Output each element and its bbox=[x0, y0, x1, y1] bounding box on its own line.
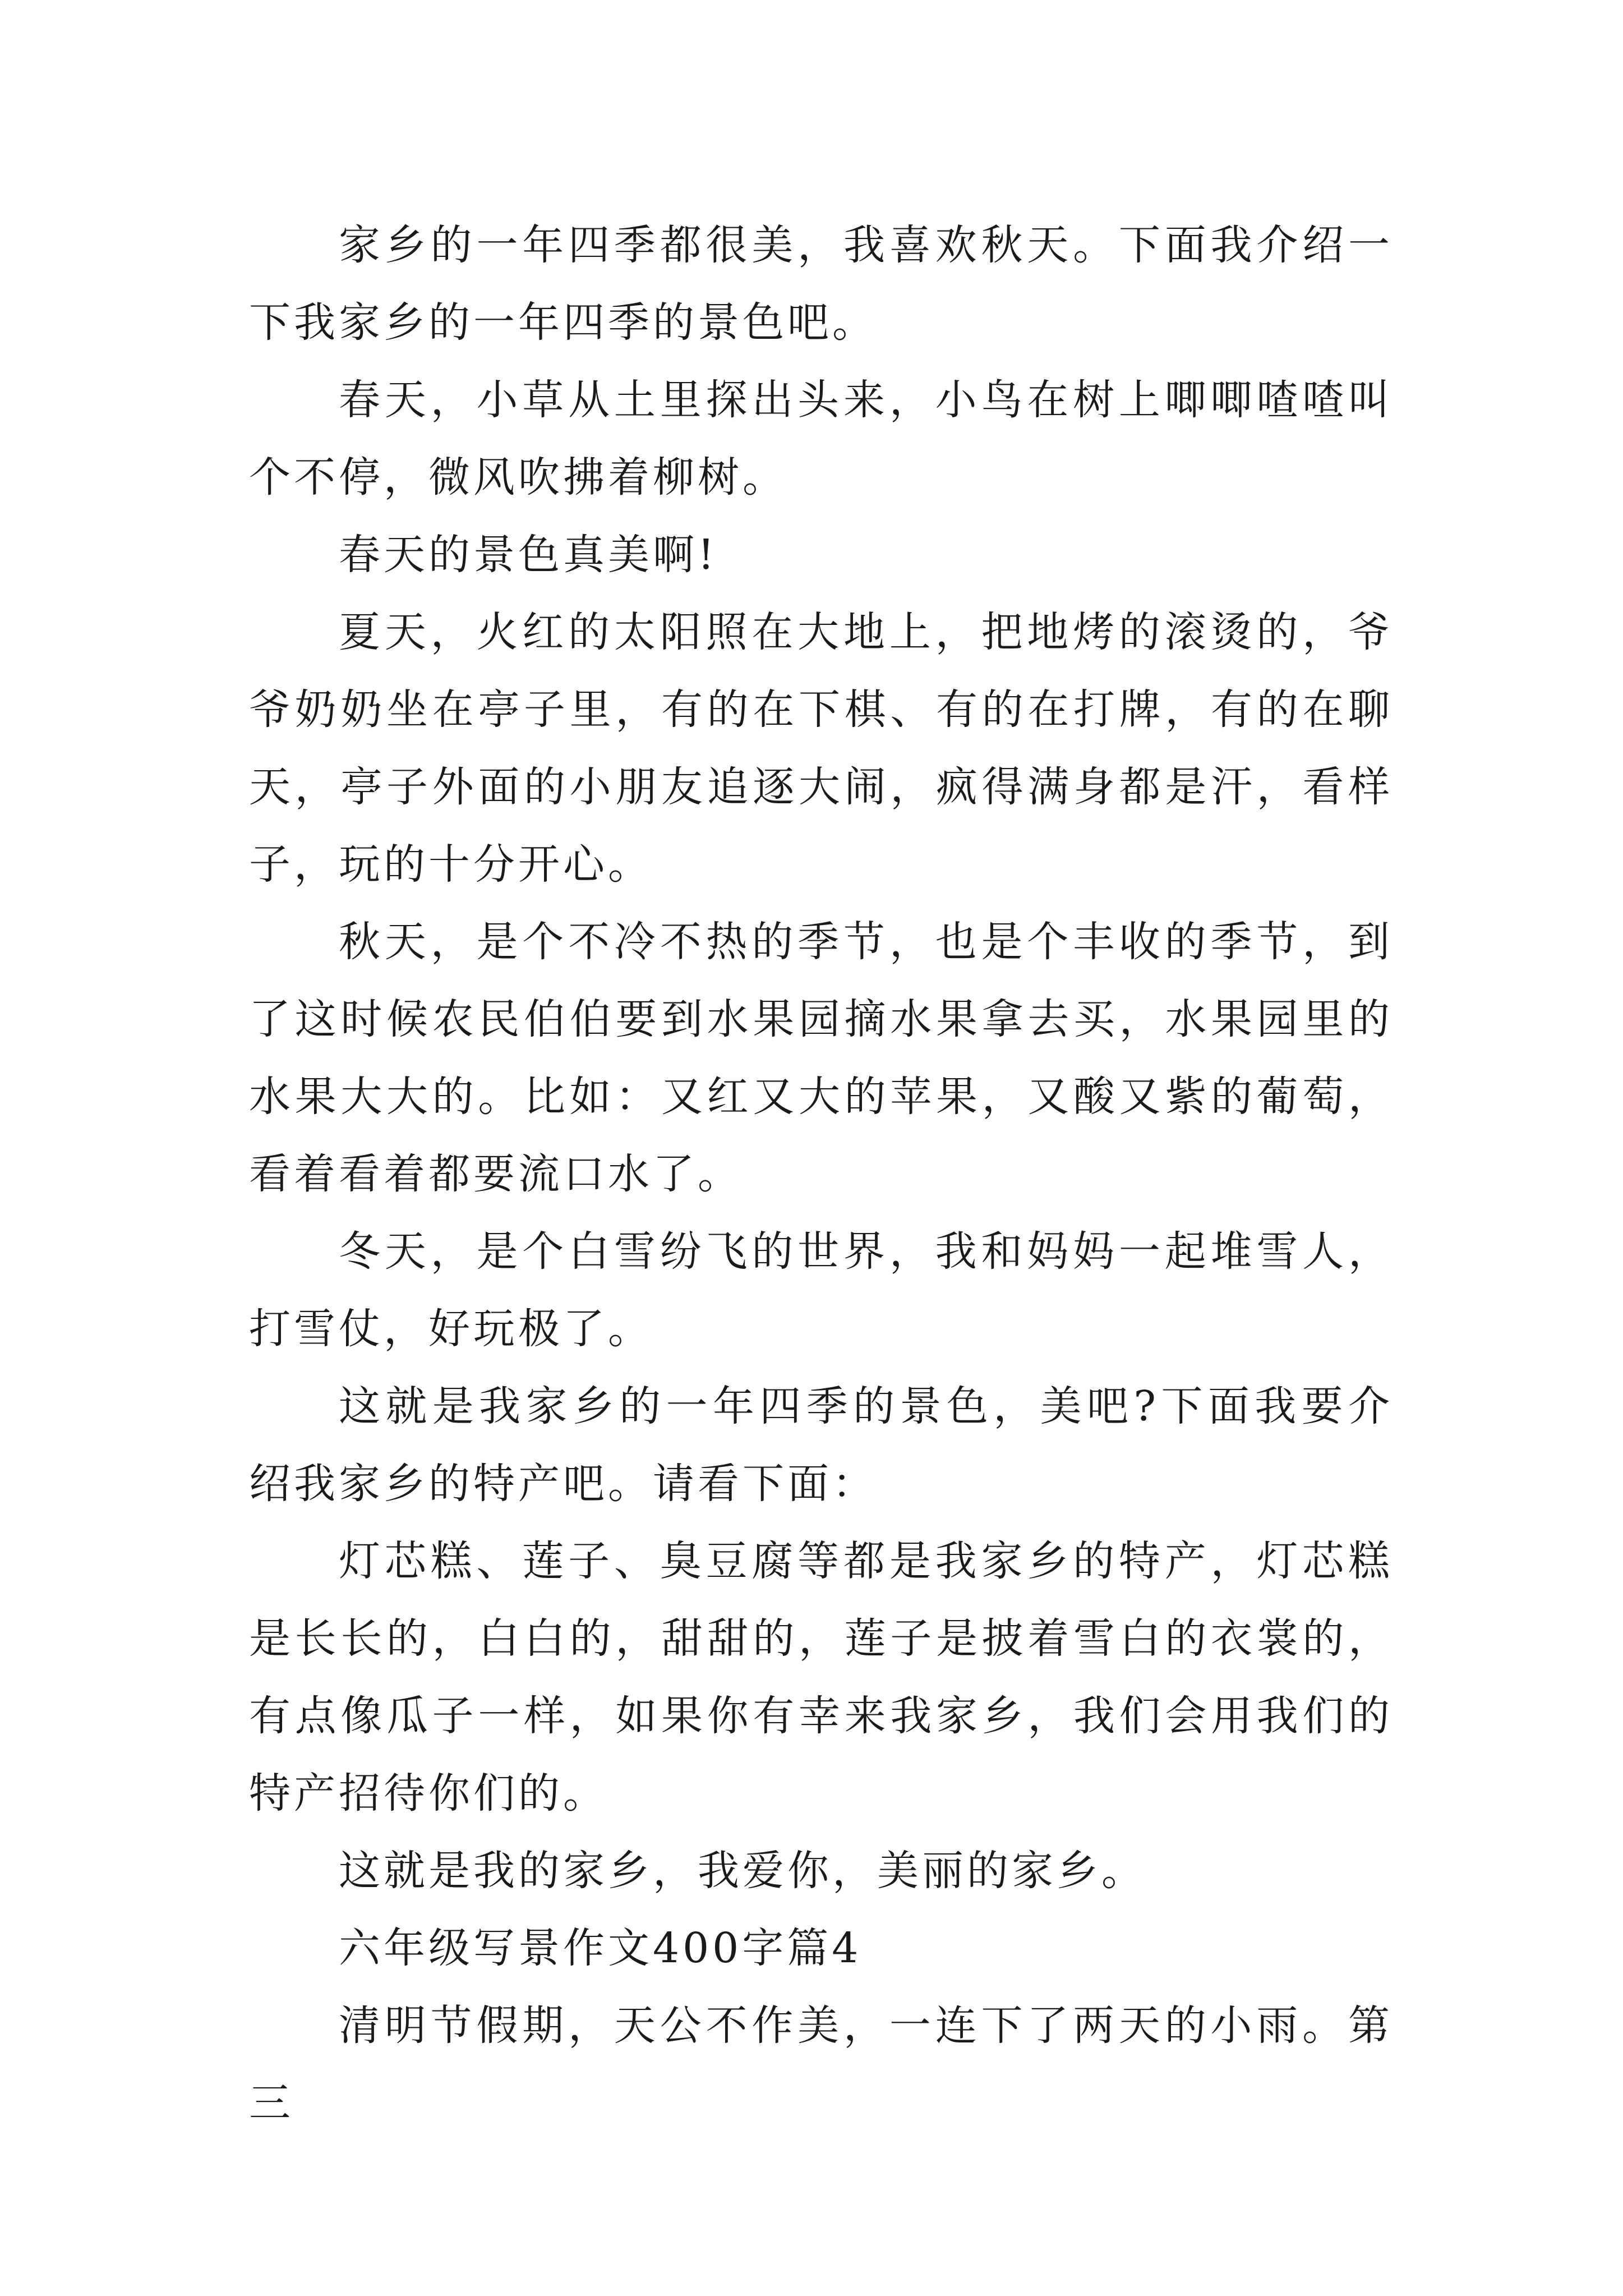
paragraph-spring-exclaim: 春天的景色真美啊! bbox=[339, 531, 718, 579]
paragraph-transition: 这就是我家乡的一年四季的景色，美吧?下面我要介绍我家乡的特产吧。请看下面： bbox=[249, 1382, 1393, 1508]
paragraph-spring: 春天，小草从土里探出头来，小鸟在树上唧唧喳喳叫个不停，微风吹拂着柳树。 bbox=[249, 376, 1393, 501]
paragraph-summer: 夏天，火红的太阳照在大地上，把地烤的滚烫的，爷爷奶奶坐在亭子里，有的在下棋、有的在打牌，有的在聊天，亭子外面的小朋友追逐大闹，疯得满身都是汗，看样子，玩的十分开心。 bbox=[249, 608, 1393, 889]
section-heading: 六年级写景作文400字篇4 bbox=[339, 1924, 862, 1972]
paragraph-qingming: 清明节假期，天公不作美，一连下了两天的小雨。第三 bbox=[249, 2001, 1393, 2127]
paragraph-specialties: 灯芯糕、莲子、臭豆腐等都是我家乡的特产，灯芯糕是长长的，白白的，甜甜的，莲子是披着雪白的衣裳的，有点像瓜子一样，如果你有幸来我家乡，我们会用我们的特产招待你们的。 bbox=[249, 1537, 1393, 1818]
paragraph-intro: 家乡的一年四季都很美，我喜欢秋天。下面我介绍一下我家乡的一年四季的景色吧。 bbox=[249, 221, 1393, 347]
paragraph-conclusion: 这就是我的家乡，我爱你，美丽的家乡。 bbox=[339, 1847, 1146, 1895]
paragraph-autumn: 秋天，是个不冷不热的季节，也是个丰收的季节，到了这时候农民伯伯要到水果园摘水果拿去买，水果园里的水果大大的。比如：又红又大的苹果，又酸又紫的葡萄，看着看着都要流口水了。 bbox=[249, 918, 1393, 1198]
paragraph-winter: 冬天，是个白雪纷飞的世界，我和妈妈一起堆雪人，打雪仗，好玩极了。 bbox=[249, 1227, 1393, 1353]
document-body bbox=[249, 206, 1393, 2142]
